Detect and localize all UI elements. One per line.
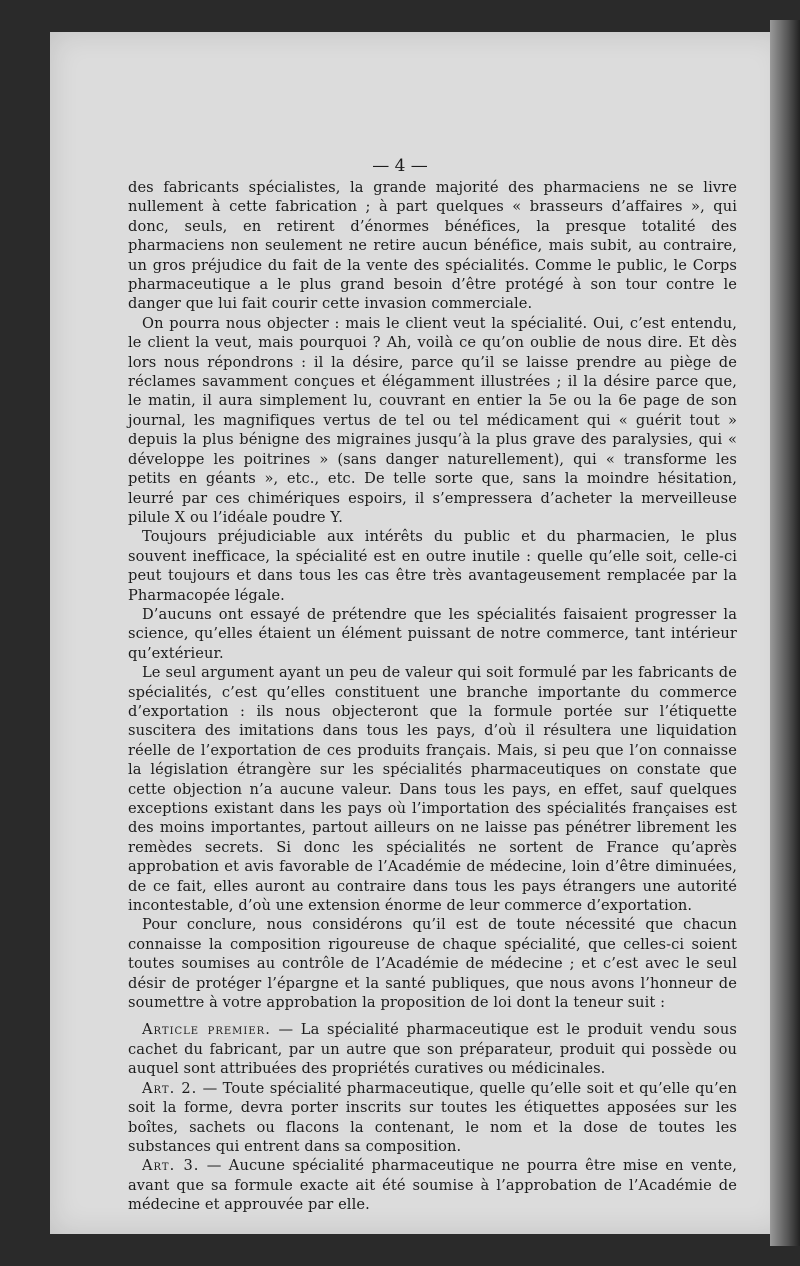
article-2-text: — Toute spécialité pharmaceutique, quelle qu’elle soit et qu’elle qu’en soit la forme, devra porter inscrits sur toutes les étiquettes apposées sur les boîtes, sachets ou flacons la contenant, le nom et la dose de toutes les substances qui entrent dans sa composition.	[128, 1079, 738, 1155]
article-2-label: Art. 2.	[142, 1079, 198, 1097]
page-edge	[770, 20, 800, 1246]
article-1	[128, 1020, 737, 1078]
paragraph-1: des fabricants spécialistes, la grande majorité des pharmaciens ne se livre nullement à cette fabrication ; à part quelques « brasseurs d’affaires », qui donc, seuls, en retirent d’énormes bénéfices, la presque totalité des pharmaciens non seulement ne retire aucun bénéfice, mais subit, au contraire, un gros préjudice du fait de la vente des spécialités. Comme le public, le Corps pharmaceutique a le plus grand besoin d’être protégé à son tour contre le danger que lui fait courir cette invasion commerciale.	[128, 179, 737, 313]
article-3-text: — Aucune spécialité pharmaceutique ne pourra être mise en vente, avant que sa formule exacte ait été soumise à l’approbation de l’Académie de médecine et approuvée par elle.	[128, 1157, 737, 1214]
article-2	[128, 1079, 737, 1157]
document-body	[128, 178, 737, 1215]
paragraph-6: Pour conclure, nous considérons qu’il est de toute nécessité que chacun connaisse la composition rigoureuse de chaque spécialité, que celles-ci soient toutes soumises au contrôle de l’Académie de médecine ; et c’est avec le seul désir de protéger l’épargne et la santé publiques, que nous avons l’honneur de soumettre à votre approbation la proposition de loi dont la teneur suit :	[128, 916, 737, 1012]
article-3-label: Art. 3.	[142, 1157, 200, 1175]
page-number: — 4 —	[372, 156, 428, 176]
article-3	[128, 1156, 737, 1214]
paragraph-2: On pourra nous objecter : mais le client veut la spécialité. Oui, c’est entendu, le client la veut, mais pourquoi ? Ah, voilà ce qu’on oublie de nous dire. Et dès lors nous répondrons : il la désire, parce qu’il se laisse prendre au piège de réclames savamment conçues et élégamment illustrées ; il la désire parce que, le matin, il aura simplement lu, couvrant en entier la 5e ou la 6e page de son journal, les magnifiques vertus de tel ou tel médicament qui « guérit tout » depuis la plus bénigne des migraines jusqu’à la plus grave des paralysies, qui « développe les poitrines » (sans danger naturellement), qui « transforme les petits en géants », etc., etc. De telle sorte que, sans la moindre hésitation, leurré par ces chimériques espoirs, il s’empressera d’acheter la merveilleuse pilule X ou l’idéale poudre Y.	[128, 314, 737, 526]
article-1-label: Article premier.	[142, 1021, 271, 1039]
paragraph-5: Le seul argument ayant un peu de valeur qui soit formulé par les fabricants de spécialités, c’est qu’elles constituent une branche importante du commerce d’exportation : ils nous objecteront que la formule portée sur l’étiquette suscitera des imitations dans tous les pays, d’où il résultera une liquidation réelle de l’exportation de ces produits français. Mais, si peu que l’on connaisse la législation étrangère sur les spécialités pharmaceutiques on constate que cette objection n’a aucune valeur. Dans tous les pays, en effet, sauf quelques exceptions existant dans les pays où l’importation des spécialités françaises est des moins importantes, partout ailleurs on ne laisse pas pénétrer librement les remèdes secrets. Si donc les spécialités ne sortent de France qu’après approbation et avis favorable de l’Académie de médecine, loin d’être diminuées, de ce fait, elles auront au contraire dans tous les pays étrangers une autorité incontestable, d’où une extension énorme de leur commerce d’exportation.	[128, 664, 737, 915]
paragraph-4: D’aucuns ont essayé de prétendre que les spécialités faisaient progresser la science, qu’elles étaient un élément puissant de notre commerce, tant intérieur qu’extérieur.	[128, 605, 737, 662]
article-1-text: — La spécialité pharmaceutique est le produit vendu sous cachet du fabricant, par un autre que son préparateur, produit qui possède ou auquel sont attribuées des propriétés curatives ou médicinales.	[128, 1021, 737, 1078]
paragraph-3: Toujours préjudiciable aux intérêts du public et du pharmacien, le plus souvent inefficace, la spécialité est en outre inutile : quelle qu’elle soit, celle-ci peut toujours et dans tous les cas être très avantageusement remplacée par la Pharmacopée légale.	[128, 528, 737, 604]
